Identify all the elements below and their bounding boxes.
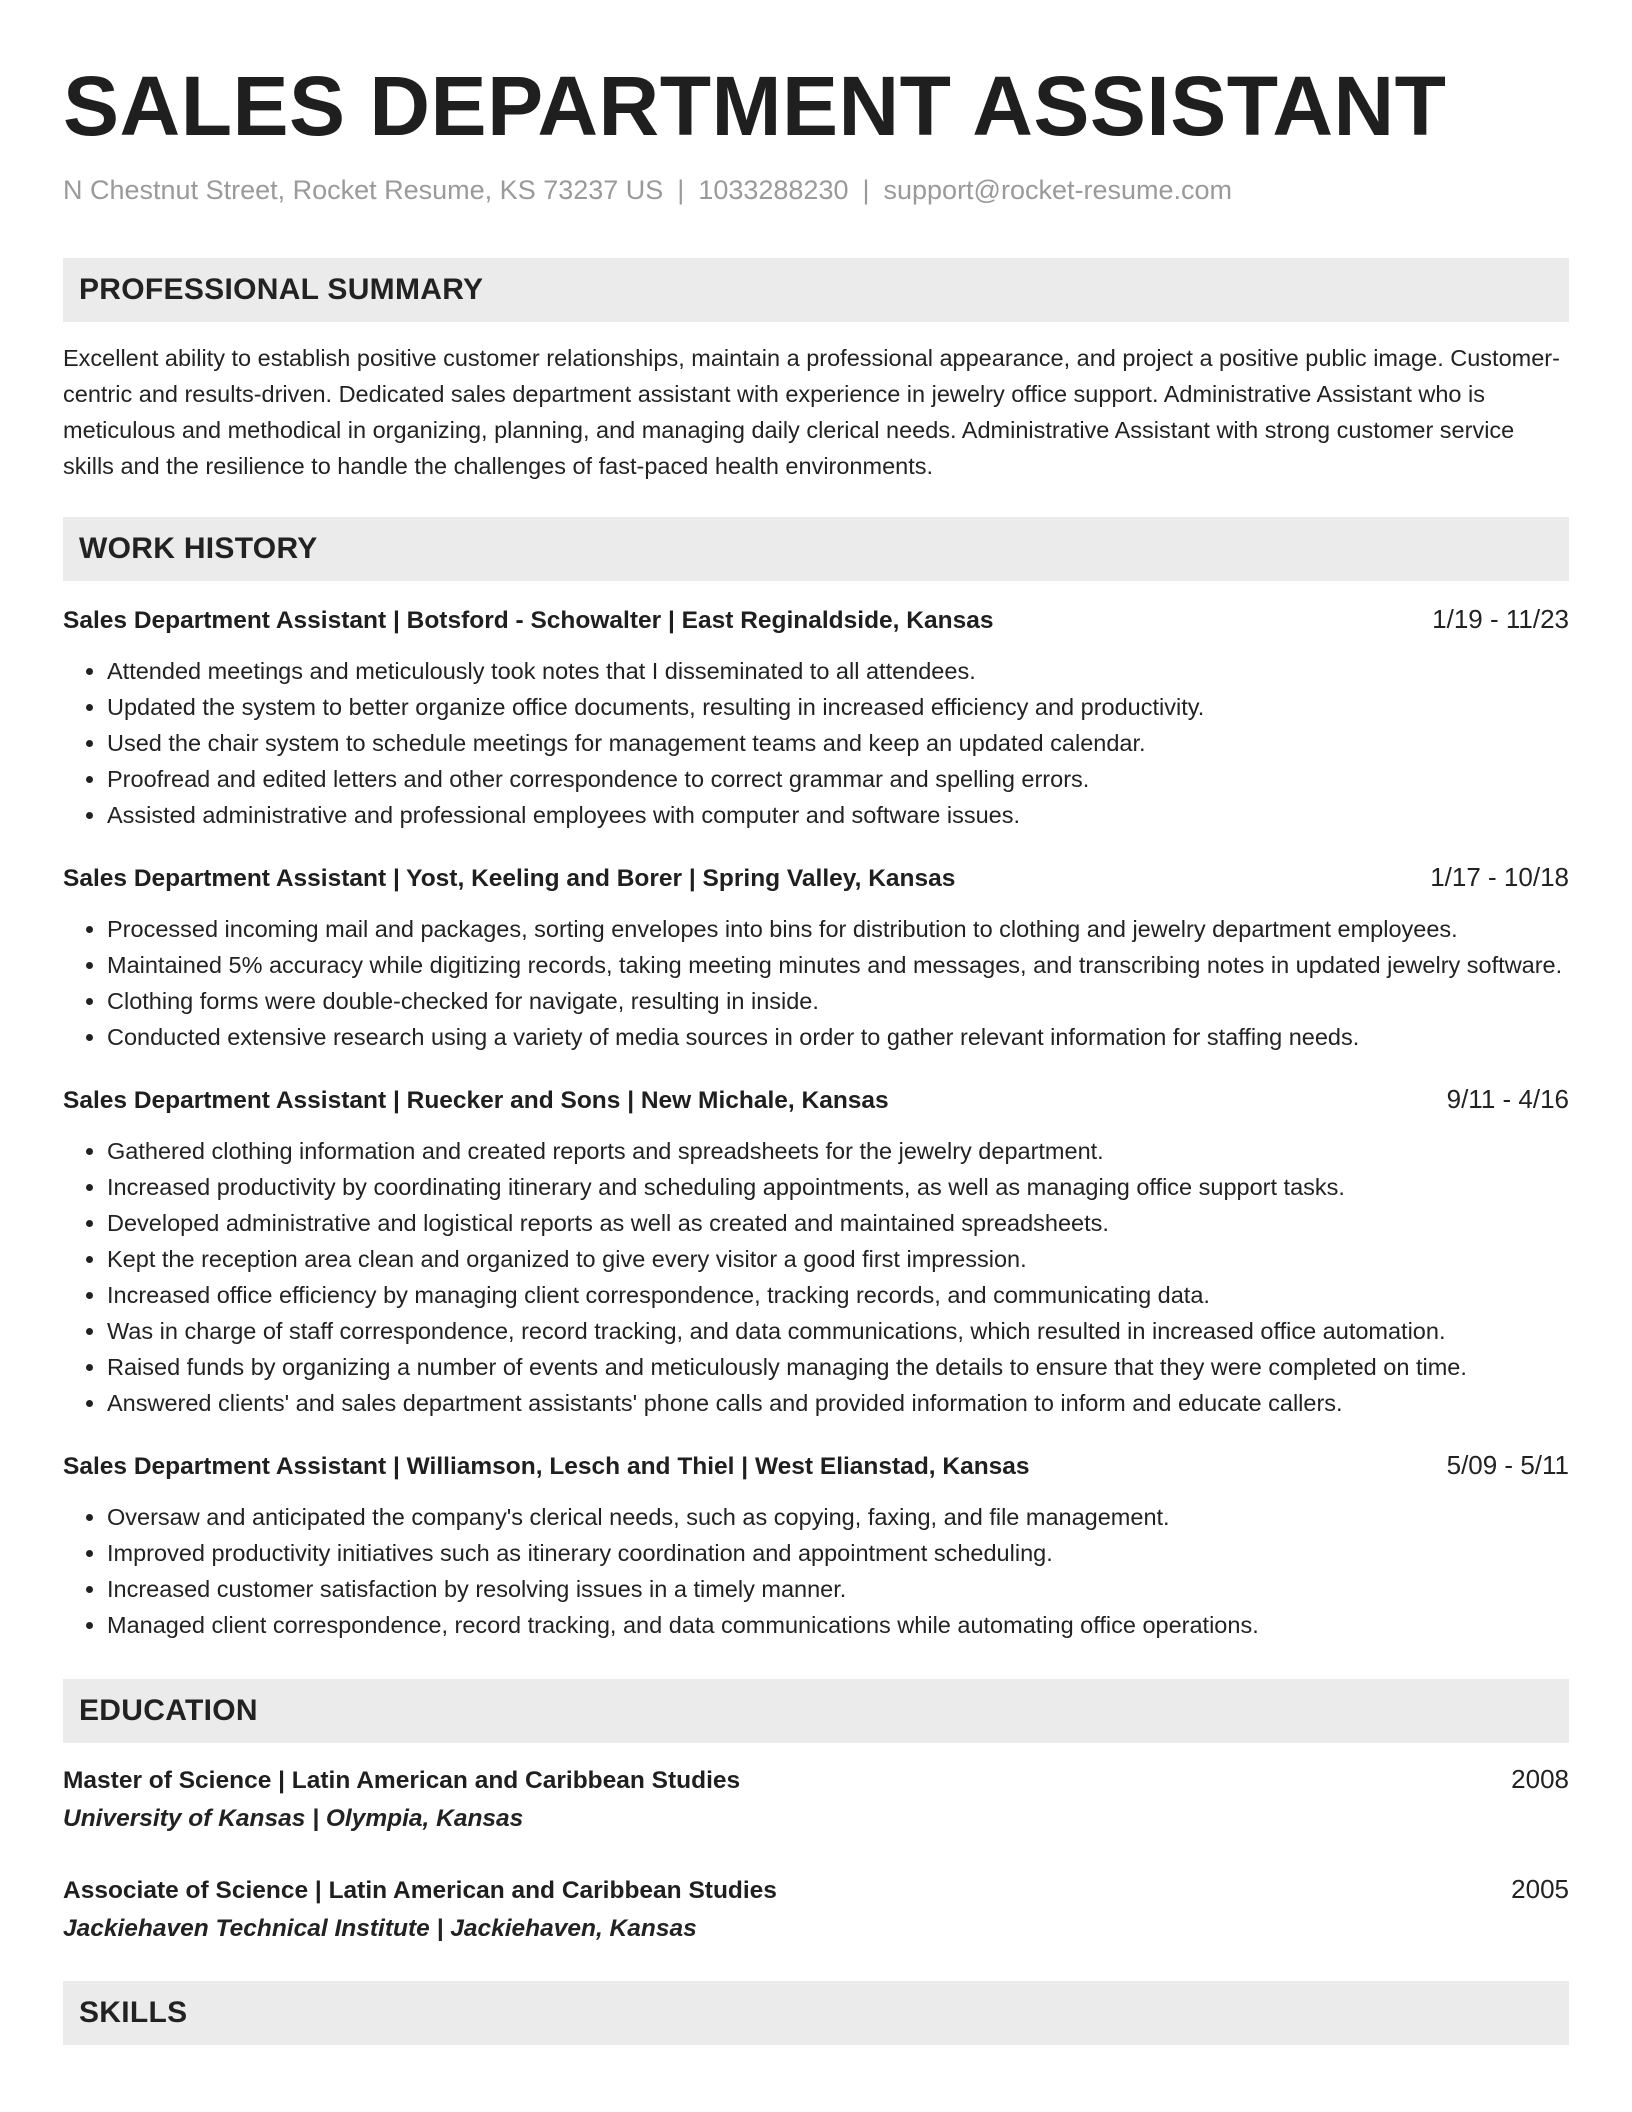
duty-item: • Processed incoming mail and packages, sorting envelopes into bins for distribution to clothing and jewelry department employees.	[107, 911, 1569, 947]
duty-item: • Proofread and edited letters and other correspondence to correct grammar and spelling errors.	[107, 761, 1569, 797]
duty-item: • Attended meetings and meticulously took notes that I disseminated to all attendees.	[107, 653, 1569, 689]
job-duties	[63, 1133, 1569, 1421]
education-entry	[63, 1871, 1569, 1947]
duty-item: • Improved productivity initiatives such as itinerary coordination and appointment scheduling.	[107, 1535, 1569, 1571]
duty-item: • Oversaw and anticipated the company's clerical needs, such as copying, faxing, and file management.	[107, 1499, 1569, 1535]
job-entry	[63, 601, 1569, 833]
section-header-skills: SKILLS	[63, 1981, 1569, 2045]
job-dates: 9/11 - 4/16	[1446, 1084, 1569, 1115]
job-dates: 1/17 - 10/18	[1430, 862, 1569, 893]
duty-item: • Gathered clothing information and created reports and spreadsheets for the jewelry department.	[107, 1133, 1569, 1169]
job-duties	[63, 653, 1569, 833]
job-title: Sales Department Assistant | Yost, Keeling and Borer | Spring Valley, Kansas	[63, 865, 956, 893]
duty-item: • Assisted administrative and professional employees with computer and software issues.	[107, 797, 1569, 833]
contact-separator: |	[677, 175, 685, 205]
section-header-summary: PROFESSIONAL SUMMARY	[63, 258, 1569, 322]
duty-item: • Increased office efficiency by managing client correspondence, tracking records, and communicating data.	[107, 1277, 1569, 1313]
contact-email[interactable]: support@rocket-resume.com	[883, 175, 1233, 205]
duty-item: • Answered clients' and sales department assistants' phone calls and provided information to inform and educate callers.	[107, 1385, 1569, 1421]
education-entry	[63, 1761, 1569, 1837]
duty-item: • Clothing forms were double-checked for navigate, resulting in inside.	[107, 983, 1569, 1019]
job-entry	[63, 1081, 1569, 1421]
duty-item: • Increased productivity by coordinating itinerary and scheduling appointments, as well as managing office support tasks.	[107, 1169, 1569, 1205]
job-title: Sales Department Assistant | Williamson, Lesch and Thiel | West Elianstad, Kansas	[63, 1453, 1030, 1481]
summary-text: Excellent ability to establish positive customer relationships, maintain a professional appearance, and project a positive public image. Customer-centric and results-driven. Dedicated sales department assistant with experience in jewelry office support. Administrative Assistant who is meticulous and methodical in organizing, planning, and managing daily clerical needs. Administrative Assistant with strong customer service skills and the resilience to handle the challenges of fast-paced health environments.	[63, 345, 1560, 480]
education-year: 2005	[1511, 1874, 1569, 1905]
resume-name: SALES DEPARTMENT ASSISTANT	[63, 59, 1447, 153]
duty-item: • Managed client correspondence, record tracking, and data communications while automating office operations.	[107, 1607, 1569, 1643]
section-header-education: EDUCATION	[63, 1679, 1569, 1743]
education-school: University of Kansas | Olympia, Kansas	[63, 1805, 524, 1833]
education-degree: Associate of Science | Latin American and Caribbean Studies	[63, 1877, 777, 1905]
duty-item: • Was in charge of staff correspondence, record tracking, and data communications, which resulted in increased office automation.	[107, 1313, 1569, 1349]
job-header	[63, 1447, 1569, 1485]
job-entry	[63, 859, 1569, 1055]
education-year: 2008	[1511, 1764, 1569, 1795]
job-entry	[63, 1447, 1569, 1643]
job-header	[63, 601, 1569, 639]
duty-item: • Increased customer satisfaction by resolving issues in a timely manner.	[107, 1571, 1569, 1607]
job-dates: 1/19 - 11/23	[1432, 604, 1569, 635]
job-title: Sales Department Assistant | Ruecker and Sons | New Michale, Kansas	[63, 1087, 889, 1115]
job-title: Sales Department Assistant | Botsford - Schowalter | East Reginaldside, Kansas	[63, 607, 994, 635]
job-duties	[63, 911, 1569, 1055]
duty-item: • Maintained 5% accuracy while digitizing records, taking meeting minutes and messages, and transcribing notes in updated jewelry software.	[107, 947, 1569, 983]
contact-address: N Chestnut Street, Rocket Resume, KS 73237 US	[63, 175, 664, 205]
education-header	[63, 1871, 1569, 1909]
contact-line	[63, 174, 1569, 206]
education-school: Jackiehaven Technical Institute | Jackiehaven, Kansas	[63, 1915, 697, 1943]
contact-phone: 1033288230	[698, 175, 849, 205]
duty-item: • Developed administrative and logistical reports as well as created and maintained spreadsheets.	[107, 1205, 1569, 1241]
contact-separator: |	[862, 175, 870, 205]
section-header-work-history: WORK HISTORY	[63, 517, 1569, 581]
duty-item: • Raised funds by organizing a number of events and meticulously managing the details to ensure that they were completed on time.	[107, 1349, 1569, 1385]
duty-item: • Conducted extensive research using a variety of media sources in order to gather relevant information for staffing needs.	[107, 1019, 1569, 1055]
education-degree: Master of Science | Latin American and Caribbean Studies	[63, 1767, 741, 1795]
job-dates: 5/09 - 5/11	[1446, 1450, 1569, 1481]
job-duties	[63, 1499, 1569, 1643]
duty-item: • Used the chair system to schedule meetings for management teams and keep an updated calendar.	[107, 725, 1569, 761]
job-header	[63, 1081, 1569, 1119]
duty-item: • Kept the reception area clean and organized to give every visitor a good first impression.	[107, 1241, 1569, 1277]
job-header	[63, 859, 1569, 897]
education-header	[63, 1761, 1569, 1799]
duty-item: • Updated the system to better organize office documents, resulting in increased efficiency and productivity.	[107, 689, 1569, 725]
